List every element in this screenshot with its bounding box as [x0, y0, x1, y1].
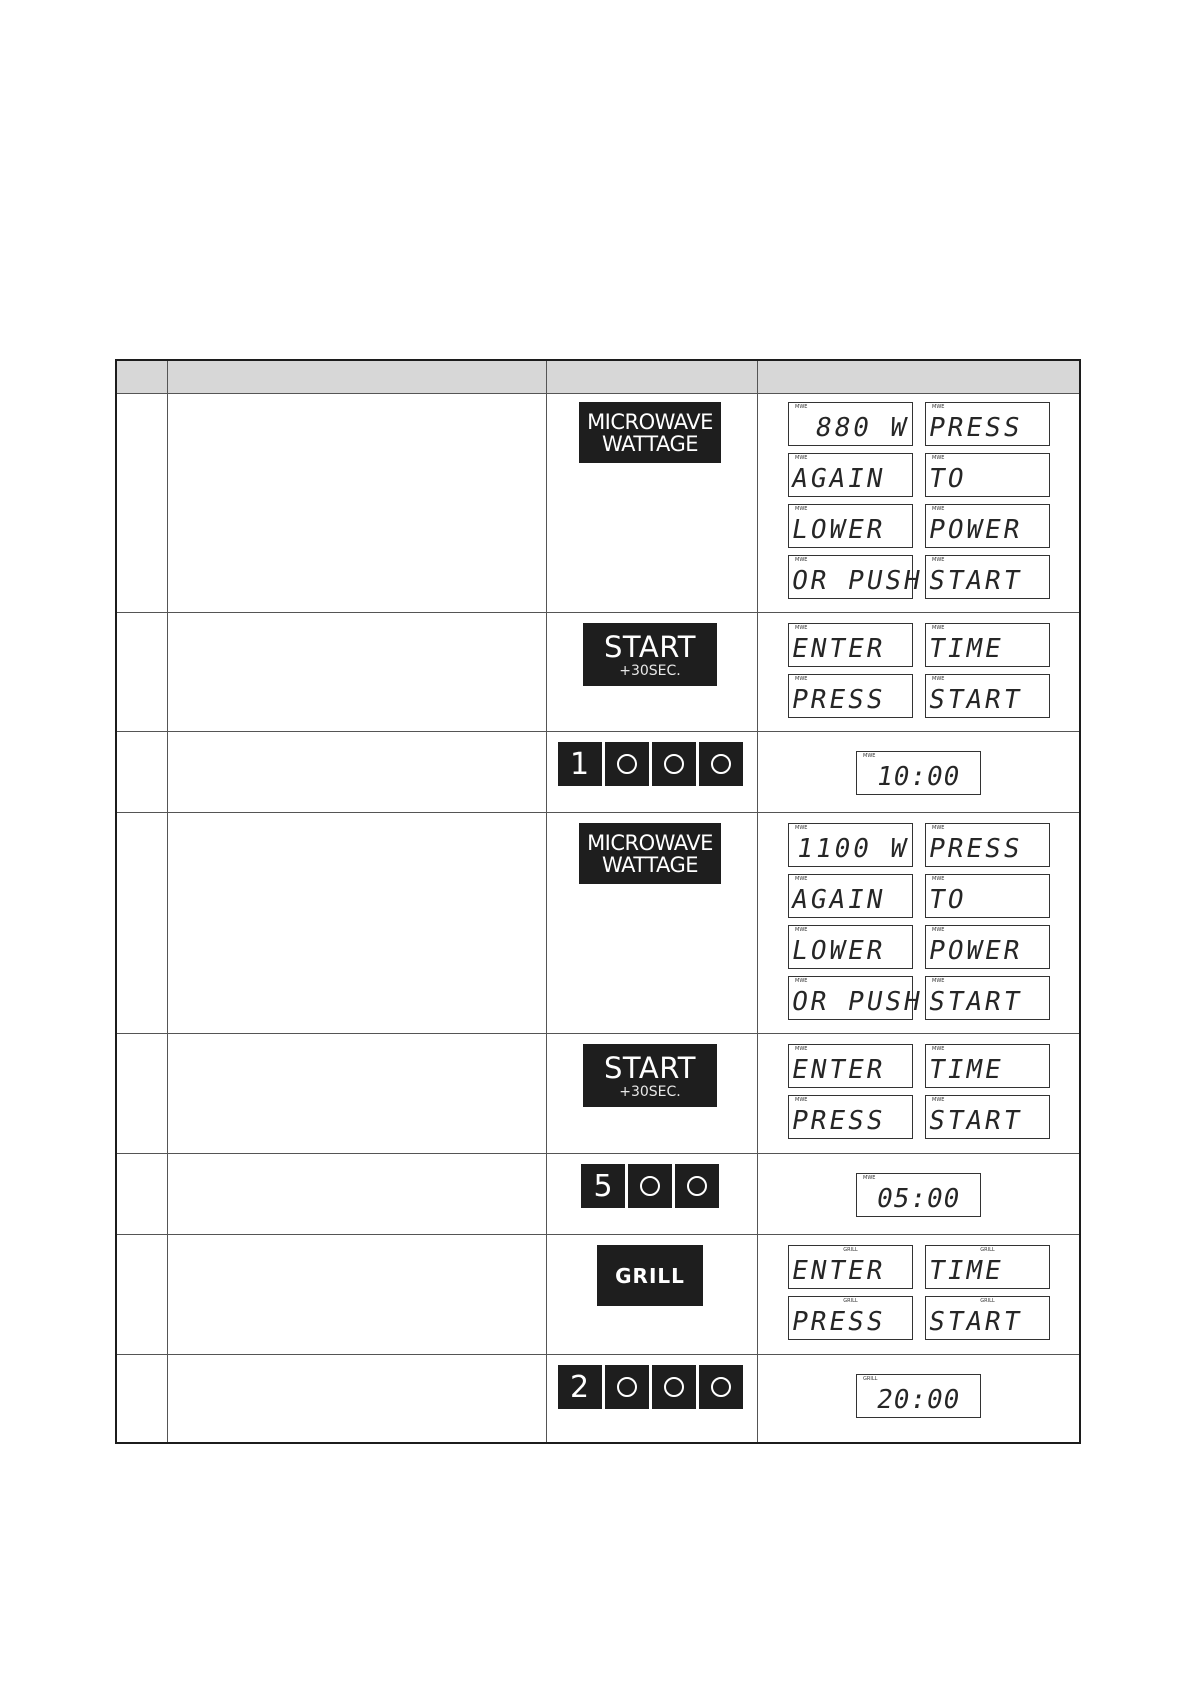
- lcd-text: 05:00: [874, 1184, 963, 1214]
- grill-button[interactable]: GRILL: [597, 1245, 703, 1306]
- start-button[interactable]: [583, 1044, 717, 1107]
- lcd-mode-tag: MWE: [795, 404, 808, 410]
- lcd-text: PRESS: [789, 1307, 888, 1337]
- lcd-display: [925, 823, 1050, 867]
- lcd-mode-tag: MWE: [863, 753, 876, 759]
- lcd-display: [925, 504, 1050, 548]
- lcd-text: ENTER: [789, 634, 888, 664]
- number-key-0[interactable]: [675, 1164, 719, 1208]
- number-key-0[interactable]: [699, 742, 743, 786]
- lcd-text: AGAIN: [789, 885, 888, 915]
- lcd-text: OR PUSH: [789, 566, 926, 596]
- lcd-display: [925, 976, 1050, 1020]
- lcd-display: [925, 1245, 1050, 1289]
- zero-glyph: [617, 1377, 637, 1397]
- column-divider: [757, 361, 758, 1442]
- microwave-wattage-button[interactable]: [579, 402, 721, 463]
- lcd-mode-tag: MWE: [795, 978, 808, 984]
- row-divider: [117, 612, 1079, 613]
- cooking-steps-table: [115, 359, 1081, 1444]
- lcd-display: [788, 976, 926, 1020]
- row-divider: [117, 731, 1079, 732]
- row-divider: [117, 1234, 1079, 1235]
- lcd-text: ENTER: [789, 1256, 888, 1286]
- lcd-display: [788, 504, 913, 548]
- lcd-display: [856, 1173, 981, 1217]
- lcd-text: PRESS: [926, 834, 1025, 864]
- lcd-text: ENTER: [789, 1055, 888, 1085]
- button-label-line1: MICROWAVE: [587, 830, 713, 855]
- lcd-display: [788, 874, 913, 918]
- number-key-1[interactable]: 1: [558, 742, 602, 786]
- lcd-mode-tag: MWE: [932, 1046, 945, 1052]
- lcd-mode-tag: MWE: [932, 404, 945, 410]
- lcd-mode-tag: MWE: [932, 455, 945, 461]
- start-label: START: [604, 629, 696, 664]
- lcd-display: [788, 674, 913, 718]
- zero-glyph: [711, 1377, 731, 1397]
- lcd-mode-tag: MWE: [932, 557, 945, 563]
- lcd-mode-tag: GRILL: [843, 1298, 858, 1304]
- lcd-text: 880 W: [813, 413, 912, 443]
- lcd-display: [925, 1044, 1050, 1088]
- start-sublabel: +30SEC.: [619, 1083, 681, 1100]
- lcd-text: 10:00: [874, 762, 963, 792]
- lcd-mode-tag: MWE: [932, 876, 945, 882]
- lcd-display: [788, 623, 913, 667]
- row-divider: [117, 1033, 1079, 1034]
- lcd-text: START: [926, 1106, 1025, 1136]
- lcd-mode-tag: MWE: [932, 1097, 945, 1103]
- lcd-mode-tag: GRILL: [843, 1247, 858, 1253]
- lcd-text: TIME: [926, 634, 1007, 664]
- lcd-display: [925, 874, 1050, 918]
- lcd-display: [788, 1296, 913, 1340]
- lcd-text: AGAIN: [789, 464, 888, 494]
- row-divider: [117, 1153, 1079, 1154]
- lcd-display: [925, 623, 1050, 667]
- lcd-mode-tag: MWE: [795, 557, 808, 563]
- lcd-mode-tag: MWE: [795, 506, 808, 512]
- lcd-display: [925, 925, 1050, 969]
- lcd-mode-tag: GRILL: [980, 1247, 995, 1253]
- table-header-row: [117, 361, 1079, 394]
- zero-glyph: [664, 754, 684, 774]
- zero-glyph: [617, 754, 637, 774]
- lcd-mode-tag: MWE: [932, 625, 945, 631]
- lcd-text: START: [926, 1307, 1025, 1337]
- lcd-text: START: [926, 987, 1025, 1017]
- column-divider: [546, 361, 547, 1442]
- lcd-text: TO: [926, 885, 969, 915]
- lcd-text: TIME: [926, 1055, 1007, 1085]
- lcd-mode-tag: MWE: [795, 455, 808, 461]
- lcd-mode-tag: MWE: [795, 825, 808, 831]
- zero-glyph: [687, 1176, 707, 1196]
- number-key-0[interactable]: [628, 1164, 672, 1208]
- lcd-display: [925, 1296, 1050, 1340]
- lcd-display: [788, 823, 913, 867]
- start-button[interactable]: [583, 623, 717, 686]
- lcd-text: START: [926, 566, 1025, 596]
- lcd-text: 20:00: [874, 1385, 963, 1415]
- start-label: START: [604, 1050, 696, 1085]
- start-sublabel: +30SEC.: [619, 662, 681, 679]
- lcd-mode-tag: MWE: [795, 625, 808, 631]
- lcd-mode-tag: GRILL: [863, 1376, 878, 1382]
- number-key-5[interactable]: 5: [581, 1164, 625, 1208]
- lcd-mode-tag: MWE: [795, 1046, 808, 1052]
- lcd-display: [925, 555, 1050, 599]
- lcd-mode-tag: MWE: [795, 927, 808, 933]
- lcd-display: [925, 453, 1050, 497]
- lcd-display: [856, 751, 981, 795]
- lcd-mode-tag: MWE: [795, 676, 808, 682]
- number-key-0[interactable]: [652, 742, 696, 786]
- microwave-wattage-button[interactable]: [579, 823, 721, 884]
- lcd-text: PRESS: [926, 413, 1025, 443]
- zero-glyph: [640, 1176, 660, 1196]
- lcd-display: [788, 1095, 913, 1139]
- lcd-display: [788, 555, 926, 599]
- lcd-text: POWER: [926, 515, 1025, 545]
- lcd-mode-tag: MWE: [932, 825, 945, 831]
- button-label-line1: MICROWAVE: [587, 409, 713, 434]
- lcd-text: START: [926, 685, 1025, 715]
- row-divider: [117, 1354, 1079, 1355]
- lcd-text: 1100 W: [794, 834, 912, 864]
- lcd-mode-tag: MWE: [932, 676, 945, 682]
- lcd-text: TO: [926, 464, 969, 494]
- lcd-display: [788, 402, 913, 446]
- lcd-mode-tag: MWE: [863, 1175, 876, 1181]
- number-key-0[interactable]: [605, 742, 649, 786]
- lcd-mode-tag: MWE: [795, 876, 808, 882]
- lcd-text: LOWER: [789, 515, 888, 545]
- number-key-0[interactable]: [652, 1365, 696, 1409]
- lcd-text: LOWER: [789, 936, 888, 966]
- lcd-text: PRESS: [789, 685, 888, 715]
- button-label-line2: WATTAGE: [601, 852, 699, 877]
- lcd-display: [925, 402, 1050, 446]
- lcd-display: [925, 1095, 1050, 1139]
- zero-glyph: [711, 754, 731, 774]
- lcd-mode-tag: MWE: [932, 978, 945, 984]
- lcd-text: OR PUSH: [789, 987, 926, 1017]
- lcd-mode-tag: GRILL: [980, 1298, 995, 1304]
- zero-glyph: [664, 1377, 684, 1397]
- lcd-mode-tag: MWE: [932, 927, 945, 933]
- lcd-mode-tag: MWE: [795, 1097, 808, 1103]
- lcd-display: [925, 674, 1050, 718]
- lcd-text: PRESS: [789, 1106, 888, 1136]
- column-divider: [167, 361, 168, 1442]
- row-divider: [117, 812, 1079, 813]
- lcd-display: [788, 925, 913, 969]
- button-label-line2: WATTAGE: [601, 431, 699, 456]
- lcd-display: [856, 1374, 981, 1418]
- lcd-mode-tag: MWE: [932, 506, 945, 512]
- number-key-0[interactable]: [699, 1365, 743, 1409]
- lcd-display: [788, 453, 913, 497]
- lcd-text: POWER: [926, 936, 1025, 966]
- lcd-text: TIME: [926, 1256, 1007, 1286]
- number-key-0[interactable]: [605, 1365, 649, 1409]
- lcd-display: [788, 1044, 913, 1088]
- lcd-display: [788, 1245, 913, 1289]
- number-key-2[interactable]: 2: [558, 1365, 602, 1409]
